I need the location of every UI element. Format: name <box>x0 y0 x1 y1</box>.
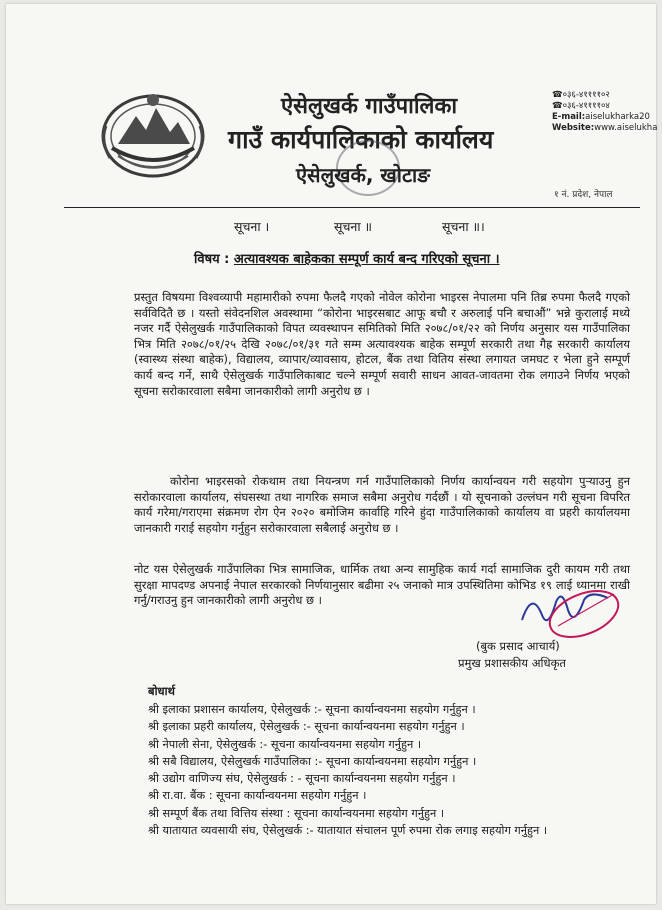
cc-item: श्री इलाका प्रहरी कार्यालय, ऐसेलुखर्क :- सूचना कार्यान्वयनमा सहयोग गर्नुहुन । <box>148 720 465 734</box>
website-value: www.aiselukha <box>594 123 658 133</box>
cc-item: श्री सबै विद्यालय, ऐसेलुखर्क गाउँपालिका :- सूचना कार्यान्वयनमा सहयोग गर्नुहुन । <box>148 754 477 768</box>
email-value: aiselukharka20 <box>585 112 650 122</box>
email-label: E-mail: <box>552 112 586 122</box>
signature-and-stamp <box>512 580 622 640</box>
cc-label: बोधार्थ <box>148 684 175 698</box>
website-label: Website: <box>552 123 595 133</box>
office-location: ऐसेलुखर्क, खोटाङ <box>296 163 430 187</box>
email-line <box>552 112 657 123</box>
letter-paper <box>6 4 656 904</box>
phone-1: ☎०३६-४११११०२ <box>552 90 610 100</box>
cc-item: श्री रा.वा. बैंक : सूचना कार्यान्वयनमा सहयोग गर्नुहुन । <box>148 789 367 803</box>
body-paragraph-1: प्रस्तुत विषयमा विश्वव्यापी महामारीको रुपमा फैलदै गएको नोवेल कोरोना भाइरस नेपालमा पनि तिब्र रुपमा फैलदै गएको सर्वविदितै छ । यस्तो संवेदनशिल अवस्थामा “कोरोना भाइरसबाट आफू बचौ र अरुलाई पनि बचाऔं” भन्ने कुरालाई मध्ये नजर गर्दै ऐसेलुखर्क गाउँपालिकाको विपत व्यवस्थापन समितिको मिति २०७८/०१/२२ को निर्णय अनुसार यस गाउँपालिका भित्र मिति २०७८/०१/२५ देखि २०७८/०१/३१ गते सम्म अत्यावश्यक बाहेक सम्पूर्ण सरकारी तथा गैह्र सरकारी कार्यालय (स्वास्थ्य संस्था बाहेक), विद्यालय, व्यापार/व्यावसाय, होटल, बैंक तथा वितिय संस्था लगायत जमघट र भेला हुने सम्पूर्ण कार्य बन्द गर्ने, साथै ऐसेलुखर्क गाउँपालिकाबाट चल्ने सम्पूर्ण सवारी साधन आवत-जावतमा रोक लगाउने निर्णय भएको सूचना सरोकारवाला सबैमा जानकारीको लागी अनुरोध छ । <box>134 290 630 398</box>
notice-label-1: सूचना । <box>234 219 270 234</box>
header-divider <box>64 207 640 208</box>
cc-item: श्री यातायात व्यवसायी संघ, ऐसेलुखर्क :- यातायात संचालन पूर्ण रुपमा रोक लगाइ सहयोग गर्नुहुन । <box>148 824 548 838</box>
subject-line <box>194 249 500 267</box>
subject-label: विषय : <box>194 252 230 267</box>
cc-item: श्री उद्योग वाणिज्य संघ, ऐसेलुखर्क : - सूचना कार्यान्वयनमा सहयोग गर्नुहुन । <box>148 772 456 786</box>
subject-text: अत्यावश्यक बाहेकका सम्पूर्ण कार्य बन्द गरिएको सूचना । <box>233 252 500 267</box>
cc-item: श्री इलाका प्रशासन कार्यालय, ऐसेलुखर्क :- सूचना कार्यान्वयनमा सहयोग गर्नुहुन । <box>148 703 476 716</box>
notice-label-3: सूचना ॥। <box>442 219 485 234</box>
website-line <box>552 123 657 134</box>
cc-item: श्री नेपाली सेना, ऐसेलुखर्क :- सूचना कार्यान्वयनमा सहयोग गर्नुहुन । <box>148 737 422 751</box>
province-label: १ नं. प्रदेश, नेपाल <box>554 190 613 200</box>
body-paragraph-2: कोरोना भाइरसको रोकथाम तथा नियन्त्रण गर्न गाउँपालिकाको निर्णय कार्यान्वयन गरी सहयोग पुर्‍याउनु हुन सरोकारवाला कार्यालय, संघसस्था तथा नागरिक समाज सबैमा अनुरोध गर्दछौं । यो सूचनाको उल्लंघन गरी सूचना विपरित कार्य गरेमा/गराएमा संक्रमण रोग ऐन २०२० बमोजिम कार्वाहि गरिने हुंदा गाउँपालिकाको कार्यालय वा प्रहरी कार्यालयमा जानकारी गराई सहयोग गर्नुहुन सरोकारवाला सबैलाई अनुरोध छ । <box>134 474 630 535</box>
body-paragraph-3: नोट यस ऐसेलुखर्क गाउँपालिका भित्र सामाजिक, धार्मिक तथा अन्य सामुहिक कार्य गर्दा सामाजिक दुरी कायम गरी तथा सुरक्षा मापदण्ड अपनाई नेपाल सरकारको निर्णयानुसार बढीमा २५ जनाको मात्र उपस्थितिमा कोभिड १९ लाई ध्यानमा राखी गर्नु/गराउनु हुन जानकारीको लागी अनुरोध छ । <box>134 562 630 608</box>
cc-item: श्री सम्पूर्ण बैंक तथा वित्तिय संस्था : सूचना कार्यान्वयनमा सहयोग गर्नुहुन । <box>148 806 445 820</box>
signatory-name: (बुक प्रसाद आचार्य) <box>476 639 560 653</box>
notice-label-2: सूचना ॥ <box>334 219 373 234</box>
municipality-emblem-logo <box>98 86 208 182</box>
office-subtitle: गाउँ कार्यपालिकाको कार्यालय <box>228 125 494 154</box>
contact-block <box>552 90 657 134</box>
signatory-role: प्रमुख प्रशासकीय अधिकृत <box>458 656 566 670</box>
municipality-title: ऐसेलुखर्क गाउँपालिका <box>281 94 458 119</box>
phone-2: ☎०३६-४११११०४ <box>552 101 610 111</box>
cc-list <box>148 701 588 839</box>
